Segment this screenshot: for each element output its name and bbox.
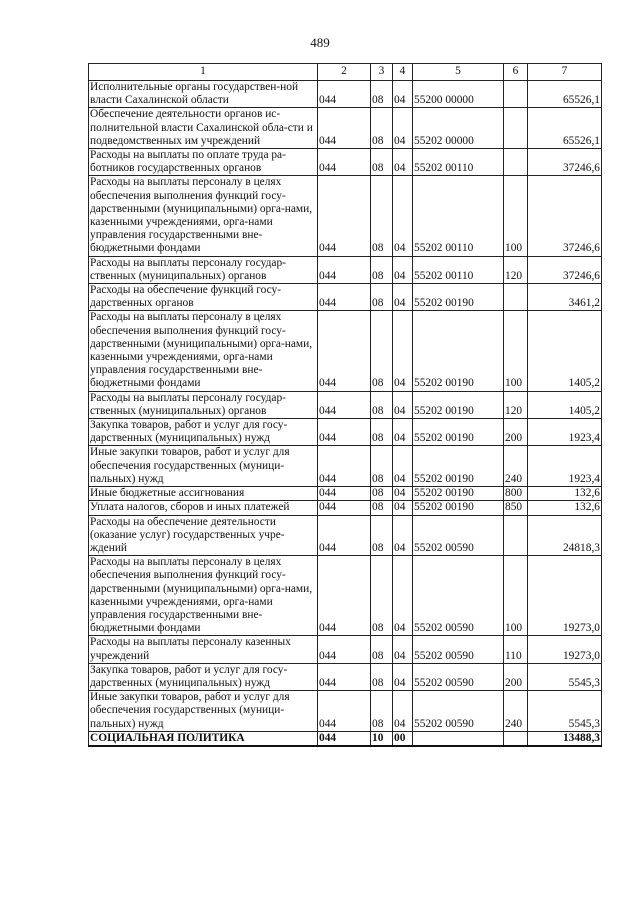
row-col-4: 04 xyxy=(393,256,413,283)
row-col-7: 5545,3 xyxy=(528,691,602,732)
row-col-2: 044 xyxy=(318,81,371,108)
table-row xyxy=(89,108,602,149)
row-col-6: 120 xyxy=(504,256,528,283)
row-col-6: 110 xyxy=(504,636,528,663)
row-name: Расходы на выплаты персоналу в целях обеспечения выполнения функций госу-дарственными (муниципальными) орга-нами, казенными учреждениями, орга-нами управления государственными вне-бюджетными фондами xyxy=(89,176,318,256)
row-col-4: 04 xyxy=(393,691,413,732)
table-header-row xyxy=(89,64,602,81)
row-col-6: 100 xyxy=(504,311,528,391)
row-col-4: 04 xyxy=(393,176,413,256)
row-col-6: 200 xyxy=(504,419,528,446)
row-col-3: 08 xyxy=(371,691,393,732)
row-col-2: 044 xyxy=(318,419,371,446)
row-col-5: 55202 00590 xyxy=(413,556,504,636)
row-col-7: 37246,6 xyxy=(528,176,602,256)
row-col-4: 04 xyxy=(393,446,413,487)
row-col-5: 55202 00590 xyxy=(413,663,504,690)
row-col-6 xyxy=(504,149,528,176)
row-col-2: 044 xyxy=(318,256,371,283)
row-name: Закупка товаров, работ и услуг для госу-дарственных (муниципальных) нужд xyxy=(89,419,318,446)
row-col-3: 08 xyxy=(371,284,393,311)
row-col-5: 55202 00190 xyxy=(413,487,504,501)
row-name: Иные закупки товаров, работ и услуг для обеспечения государственных (муници-пальных) нужд xyxy=(89,691,318,732)
row-col-2: 044 xyxy=(318,663,371,690)
row-col-2: 044 xyxy=(318,515,371,556)
row-col-7: 24818,3 xyxy=(528,515,602,556)
row-col-4: 04 xyxy=(393,501,413,515)
row-col-3: 08 xyxy=(371,108,393,149)
row-col-7: 1923,4 xyxy=(528,419,602,446)
row-col-5: 55202 00190 xyxy=(413,446,504,487)
row-name: Обеспечение деятельности органов ис-полнительной власти Сахалинской обла-сти и подведомственных им учреждений xyxy=(89,108,318,149)
row-col-3: 08 xyxy=(371,419,393,446)
row-col-5: 55202 00190 xyxy=(413,501,504,515)
row-col-3: 08 xyxy=(371,501,393,515)
row-col-2: 044 xyxy=(318,311,371,391)
row-col-6 xyxy=(504,284,528,311)
row-col-5: 55202 00190 xyxy=(413,284,504,311)
row-col-3: 08 xyxy=(371,256,393,283)
table-row xyxy=(89,501,602,515)
row-col-4: 04 xyxy=(393,515,413,556)
row-col-2: 044 xyxy=(318,176,371,256)
row-col-7: 1405,2 xyxy=(528,311,602,391)
row-col-7: 37246,6 xyxy=(528,149,602,176)
row-name: Уплата налогов, сборов и иных платежей xyxy=(89,501,318,515)
header-cell: 5 xyxy=(413,64,504,81)
row-name: Расходы на выплаты персоналу в целях обеспечения выполнения функций госу-дарственными (муниципальными) орга-нами, казенными учреждениями, орга-нами управления государственными вне-бюджетными фондами xyxy=(89,311,318,391)
row-col-7: 37246,6 xyxy=(528,256,602,283)
table-row xyxy=(89,176,602,256)
row-col-6: 240 xyxy=(504,691,528,732)
table-row xyxy=(89,446,602,487)
row-col-2: 044 xyxy=(318,446,371,487)
row-col-6 xyxy=(504,731,528,746)
row-col-7: 132,6 xyxy=(528,487,602,501)
row-col-7: 5545,3 xyxy=(528,663,602,690)
row-col-3: 08 xyxy=(371,636,393,663)
row-col-2: 044 xyxy=(318,731,371,746)
table-row xyxy=(89,81,602,108)
row-col-5 xyxy=(413,731,504,746)
row-col-2: 044 xyxy=(318,501,371,515)
row-col-6 xyxy=(504,515,528,556)
row-col-4: 04 xyxy=(393,419,413,446)
row-col-2: 044 xyxy=(318,636,371,663)
row-col-4: 04 xyxy=(393,663,413,690)
row-col-7: 1923,4 xyxy=(528,446,602,487)
row-col-6: 800 xyxy=(504,487,528,501)
row-col-2: 044 xyxy=(318,691,371,732)
header-cell: 4 xyxy=(393,64,413,81)
row-name: Исполнительные органы государствен-ной власти Сахалинской области xyxy=(89,81,318,108)
row-col-5: 55202 00110 xyxy=(413,149,504,176)
header-cell: 2 xyxy=(318,64,371,81)
table-row xyxy=(89,284,602,311)
row-col-6 xyxy=(504,108,528,149)
row-col-2: 044 xyxy=(318,108,371,149)
table-row xyxy=(89,149,602,176)
table-row xyxy=(89,311,602,391)
table-row xyxy=(89,636,602,663)
row-col-5: 55202 00590 xyxy=(413,515,504,556)
row-name: Расходы на обеспечение деятельности (оказание услуг) государственных учре-ждений xyxy=(89,515,318,556)
total-row xyxy=(89,731,602,746)
row-name: Закупка товаров, работ и услуг для госу-дарственных (муниципальных) нужд xyxy=(89,663,318,690)
header-cell: 7 xyxy=(528,64,602,81)
row-col-4: 04 xyxy=(393,487,413,501)
row-col-2: 044 xyxy=(318,487,371,501)
row-name: Расходы на выплаты персоналу государ-ственных (муниципальных) органов xyxy=(89,256,318,283)
row-col-5: 55202 00590 xyxy=(413,636,504,663)
row-name: Расходы на выплаты по оплате труда ра-ботников государственных органов xyxy=(89,149,318,176)
table-row xyxy=(89,256,602,283)
row-col-6: 240 xyxy=(504,446,528,487)
table-body xyxy=(89,81,602,746)
row-col-4: 04 xyxy=(393,391,413,418)
row-name: Иные закупки товаров, работ и услуг для обеспечения государственных (муници-пальных) нужд xyxy=(89,446,318,487)
table-row xyxy=(89,419,602,446)
row-col-3: 10 xyxy=(371,731,393,746)
row-name: Расходы на выплаты персоналу казенных учреждений xyxy=(89,636,318,663)
row-col-6 xyxy=(504,81,528,108)
budget-table xyxy=(88,63,602,747)
table-row xyxy=(89,691,602,732)
page-number: 489 xyxy=(310,35,330,50)
row-col-7: 65526,1 xyxy=(528,81,602,108)
row-name: Расходы на обеспечение функций госу-дарственных органов xyxy=(89,284,318,311)
table-row xyxy=(89,556,602,636)
header-cell: 3 xyxy=(371,64,393,81)
row-col-5: 55202 00190 xyxy=(413,419,504,446)
row-name: Иные бюджетные ассигнования xyxy=(89,487,318,501)
row-col-3: 08 xyxy=(371,515,393,556)
row-col-4: 04 xyxy=(393,149,413,176)
row-name: Расходы на выплаты персоналу в целях обеспечения выполнения функций госу-дарственными (муниципальными) орга-нами, казенными учреждениями, орга-нами управления государственными вне-бюджетными фондами xyxy=(89,556,318,636)
row-col-3: 08 xyxy=(371,176,393,256)
row-col-6: 120 xyxy=(504,391,528,418)
row-col-3: 08 xyxy=(371,446,393,487)
row-col-4: 00 xyxy=(393,731,413,746)
table-row xyxy=(89,487,602,501)
row-col-3: 08 xyxy=(371,149,393,176)
row-col-4: 04 xyxy=(393,108,413,149)
row-col-6: 850 xyxy=(504,501,528,515)
row-col-7: 3461,2 xyxy=(528,284,602,311)
row-col-4: 04 xyxy=(393,311,413,391)
row-col-3: 08 xyxy=(371,487,393,501)
row-col-4: 04 xyxy=(393,284,413,311)
row-col-7: 19273,0 xyxy=(528,556,602,636)
row-col-3: 08 xyxy=(371,311,393,391)
row-col-4: 04 xyxy=(393,556,413,636)
row-col-7: 132,6 xyxy=(528,501,602,515)
row-col-3: 08 xyxy=(371,81,393,108)
table-row xyxy=(89,391,602,418)
row-col-4: 04 xyxy=(393,636,413,663)
row-col-3: 08 xyxy=(371,391,393,418)
row-col-4: 04 xyxy=(393,81,413,108)
row-col-5: 55202 00190 xyxy=(413,311,504,391)
row-col-3: 08 xyxy=(371,556,393,636)
row-col-7: 19273,0 xyxy=(528,636,602,663)
table-row xyxy=(89,515,602,556)
row-col-5: 55202 00000 xyxy=(413,108,504,149)
row-col-3: 08 xyxy=(371,663,393,690)
row-col-5: 55202 00110 xyxy=(413,256,504,283)
row-col-7: 65526,1 xyxy=(528,108,602,149)
row-col-7: 13488,3 xyxy=(528,731,602,746)
row-col-5: 55200 00000 xyxy=(413,81,504,108)
row-col-2: 044 xyxy=(318,391,371,418)
row-name: Расходы на выплаты персоналу государ-ственных (муниципальных) органов xyxy=(89,391,318,418)
row-col-6: 100 xyxy=(504,176,528,256)
header-cell: 6 xyxy=(504,64,528,81)
row-col-7: 1405,2 xyxy=(528,391,602,418)
row-col-2: 044 xyxy=(318,556,371,636)
header-cell: 1 xyxy=(89,64,318,81)
row-col-2: 044 xyxy=(318,284,371,311)
row-col-5: 55202 00190 xyxy=(413,391,504,418)
row-col-6: 200 xyxy=(504,663,528,690)
row-col-5: 55202 00110 xyxy=(413,176,504,256)
row-col-2: 044 xyxy=(318,149,371,176)
table-row xyxy=(89,663,602,690)
row-col-5: 55202 00590 xyxy=(413,691,504,732)
row-col-6: 100 xyxy=(504,556,528,636)
row-name: СОЦИАЛЬНАЯ ПОЛИТИКА xyxy=(89,731,318,746)
